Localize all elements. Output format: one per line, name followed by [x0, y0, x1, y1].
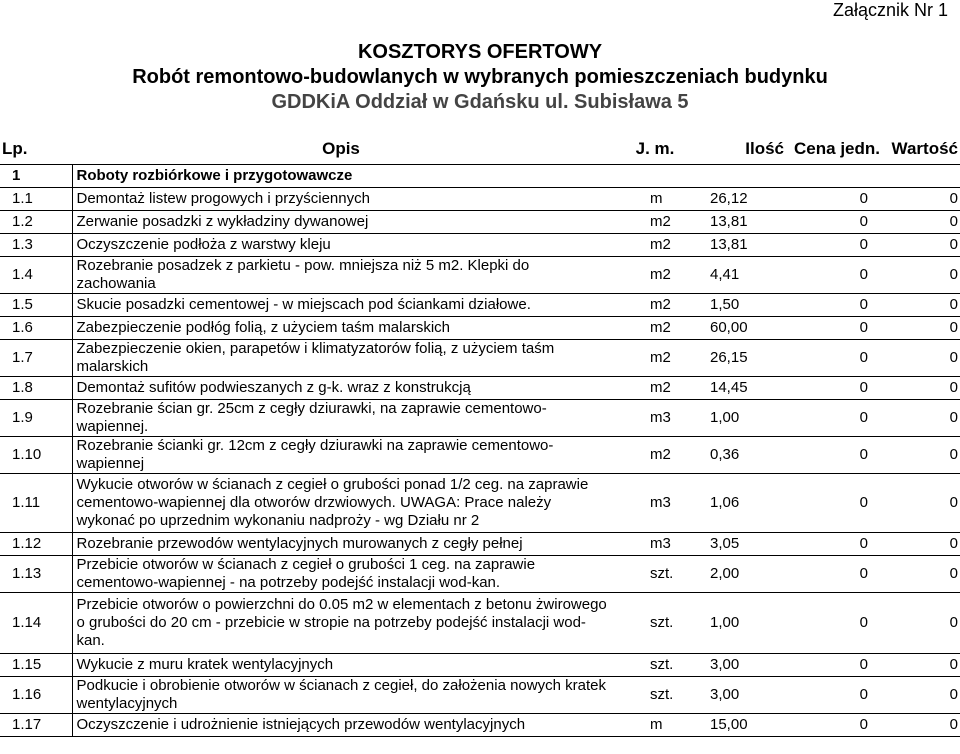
row-quantity: 3,05 — [710, 535, 740, 552]
row-number: 1.6 — [12, 319, 33, 336]
header-description: Opis — [322, 139, 360, 158]
row-number: 1.7 — [12, 349, 33, 366]
row-description: Wykucie z muru kratek wentylacyjnych — [72, 654, 610, 677]
row-number: 1.10 — [12, 446, 42, 463]
row-unit: m2 — [650, 266, 671, 283]
title-line-3: GDDKiA Oddział w Gdańsku ul. Subisława 5 — [271, 91, 689, 113]
row-unit-price: 0 — [859, 446, 868, 463]
table-row — [0, 654, 960, 677]
row-unit: m2 — [650, 213, 671, 230]
row-number: 1.4 — [12, 266, 33, 283]
table-row — [0, 377, 960, 400]
title-line-1: KOSZTORYS OFERTOWY — [357, 41, 603, 63]
row-unit-price: 0 — [859, 379, 868, 396]
table-row — [0, 294, 960, 317]
header-quantity: Ilość — [745, 139, 784, 158]
row-number: 1.17 — [12, 716, 42, 733]
table-row — [0, 474, 960, 533]
row-description: Rozebranie ścian gr. 25cm z cegły dziurawki, na zaprawie cementowo-wapiennej. — [72, 400, 610, 437]
row-unit: m3 — [650, 494, 671, 511]
row-description: Demontaż listew progowych i przyściennych — [72, 188, 610, 211]
row-number: 1.15 — [12, 656, 42, 673]
table-row — [0, 714, 960, 737]
row-unit-price: 0 — [859, 319, 868, 336]
row-unit-price: 0 — [859, 614, 868, 631]
row-unit-price: 0 — [859, 716, 868, 733]
table-row — [0, 593, 960, 654]
row-unit: m2 — [650, 349, 671, 366]
header-lp: Lp. — [2, 139, 28, 158]
row-value: 0 — [949, 686, 958, 703]
row-quantity: 15,00 — [710, 716, 748, 733]
row-description: Przebicie otworów o powierzchni do 0.05 m2 w elementach z betonu żwirowego o grubości do 20 cm - przebicie w stropie na potrzeby podejść instalacji wod-kan. — [72, 593, 610, 654]
row-unit: m — [650, 716, 663, 733]
row-number: 1.13 — [12, 565, 42, 582]
row-number: 1.12 — [12, 535, 42, 552]
row-number: 1.3 — [12, 236, 33, 253]
row-description: Rozebranie posadzek z parkietu - pow. mniejsza niż 5 m2. Klepki do zachowania — [72, 257, 610, 294]
row-value: 0 — [949, 319, 958, 336]
row-quantity: 26,15 — [710, 349, 748, 366]
row-unit-price: 0 — [859, 213, 868, 230]
table-row — [0, 533, 960, 556]
row-unit-price: 0 — [859, 296, 868, 313]
row-unit-price: 0 — [859, 236, 868, 253]
row-number: 1.14 — [12, 614, 42, 631]
row-description: Wykucie otworów w ścianach z cegieł o grubości ponad 1/2 ceg. na zaprawie cementowo-wapiennej dla otworów drzwiowych. UWAGA: Prace należy wykonać po uprzednim wykonaniu nadproży - wg Działu nr 2 — [72, 474, 610, 533]
row-quantity: 1,00 — [710, 409, 740, 426]
row-number: 1.9 — [12, 409, 33, 426]
section-row — [0, 165, 960, 188]
row-value: 0 — [949, 656, 958, 673]
row-description: Zerwanie posadzki z wykładziny dywanowej — [72, 211, 610, 234]
row-description: Oczyszczenie podłoża z warstwy kleju — [72, 234, 610, 257]
row-quantity: 26,12 — [710, 190, 748, 207]
row-value: 0 — [949, 446, 958, 463]
row-unit-price: 0 — [859, 656, 868, 673]
row-description: Demontaż sufitów podwieszanych z g-k. wraz z konstrukcją — [72, 377, 610, 400]
header-value: Wartość — [891, 139, 958, 158]
annex-label: Załącznik Nr 1 — [832, 0, 948, 20]
row-value: 0 — [949, 494, 958, 511]
row-quantity: 1,00 — [710, 614, 740, 631]
row-description: Oczyszczenie i udrożnienie istniejących przewodów wentylacyjnych — [72, 714, 610, 737]
row-number: 1.1 — [12, 190, 33, 207]
row-quantity: 1,06 — [710, 494, 740, 511]
table-row — [0, 188, 960, 211]
table-row — [0, 340, 960, 377]
row-unit: m3 — [650, 409, 671, 426]
row-unit-price: 0 — [859, 686, 868, 703]
row-unit: szt. — [650, 614, 674, 631]
row-number: 1.8 — [12, 379, 33, 396]
row-quantity: 0,36 — [710, 446, 740, 463]
row-unit-price: 0 — [859, 535, 868, 552]
row-unit-price: 0 — [859, 349, 868, 366]
row-quantity: 14,45 — [710, 379, 748, 396]
section-number: 1 — [12, 167, 21, 184]
table-row — [0, 556, 960, 593]
header-unit-price: Cena jedn. — [794, 139, 880, 158]
row-unit: m2 — [650, 296, 671, 313]
cost-estimate-table — [0, 134, 960, 737]
row-value: 0 — [949, 716, 958, 733]
row-unit-price: 0 — [859, 409, 868, 426]
row-unit: m — [650, 190, 663, 207]
row-quantity: 4,41 — [710, 266, 740, 283]
row-description: Zabezpieczenie okien, parapetów i klimatyzatorów folią, z użyciem taśm malarskich — [72, 340, 610, 377]
row-value: 0 — [949, 565, 958, 582]
row-value: 0 — [949, 190, 958, 207]
table-row — [0, 437, 960, 474]
row-value: 0 — [949, 409, 958, 426]
row-unit: m3 — [650, 535, 671, 552]
row-number: 1.2 — [12, 213, 33, 230]
row-value: 0 — [949, 213, 958, 230]
row-description: Przebicie otworów w ścianach z cegieł o grubości 1 ceg. na zaprawie cementowo-wapiennej - na potrzeby podejść instalacji wod-kan. — [72, 556, 610, 593]
row-value: 0 — [949, 296, 958, 313]
table-row — [0, 234, 960, 257]
table-row — [0, 211, 960, 234]
section-title: Roboty rozbiórkowe i przygotowawcze — [72, 165, 960, 188]
table-header-row — [0, 134, 960, 165]
header-unit: J. m. — [635, 139, 675, 158]
row-unit-price: 0 — [859, 494, 868, 511]
row-value: 0 — [949, 236, 958, 253]
row-unit-price: 0 — [859, 190, 868, 207]
table-row — [0, 677, 960, 714]
row-quantity: 1,50 — [710, 296, 740, 313]
row-unit: szt. — [650, 565, 674, 582]
document-title — [0, 40, 960, 115]
row-description: Rozebranie przewodów wentylacyjnych murowanych z cegły pełnej — [72, 533, 610, 556]
table-row — [0, 400, 960, 437]
row-value: 0 — [949, 614, 958, 631]
row-unit: m2 — [650, 236, 671, 253]
row-description: Zabezpieczenie podłóg folią, z użyciem taśm malarskich — [72, 317, 610, 340]
row-value: 0 — [949, 266, 958, 283]
row-unit-price: 0 — [859, 565, 868, 582]
row-number: 1.5 — [12, 296, 33, 313]
row-number: 1.16 — [12, 686, 42, 703]
row-unit: m2 — [650, 319, 671, 336]
table-row — [0, 257, 960, 294]
row-description: Podkucie i obrobienie otworów w ścianach z cegieł, do założenia nowych kratek wentylacyjnych — [72, 677, 610, 714]
row-quantity: 2,00 — [710, 565, 740, 582]
row-quantity: 13,81 — [710, 236, 748, 253]
row-value: 0 — [949, 535, 958, 552]
row-quantity: 3,00 — [710, 686, 740, 703]
row-unit: m2 — [650, 379, 671, 396]
row-unit: szt. — [650, 686, 674, 703]
row-unit-price: 0 — [859, 266, 868, 283]
row-number: 1.11 — [12, 494, 41, 511]
row-description: Skucie posadzki cementowej - w miejscach pod ściankami działowe. — [72, 294, 610, 317]
row-description: Rozebranie ścianki gr. 12cm z cegły dziurawki na zaprawie cementowo-wapiennej — [72, 437, 610, 474]
row-unit: m2 — [650, 446, 671, 463]
row-unit: szt. — [650, 656, 674, 673]
row-value: 0 — [949, 379, 958, 396]
row-quantity: 60,00 — [710, 319, 748, 336]
row-value: 0 — [949, 349, 958, 366]
row-quantity: 3,00 — [710, 656, 740, 673]
title-line-2: Robót remontowo-budowlanych w wybranych pomieszczeniach budynku — [132, 66, 828, 88]
row-quantity: 13,81 — [710, 213, 748, 230]
table-row — [0, 317, 960, 340]
